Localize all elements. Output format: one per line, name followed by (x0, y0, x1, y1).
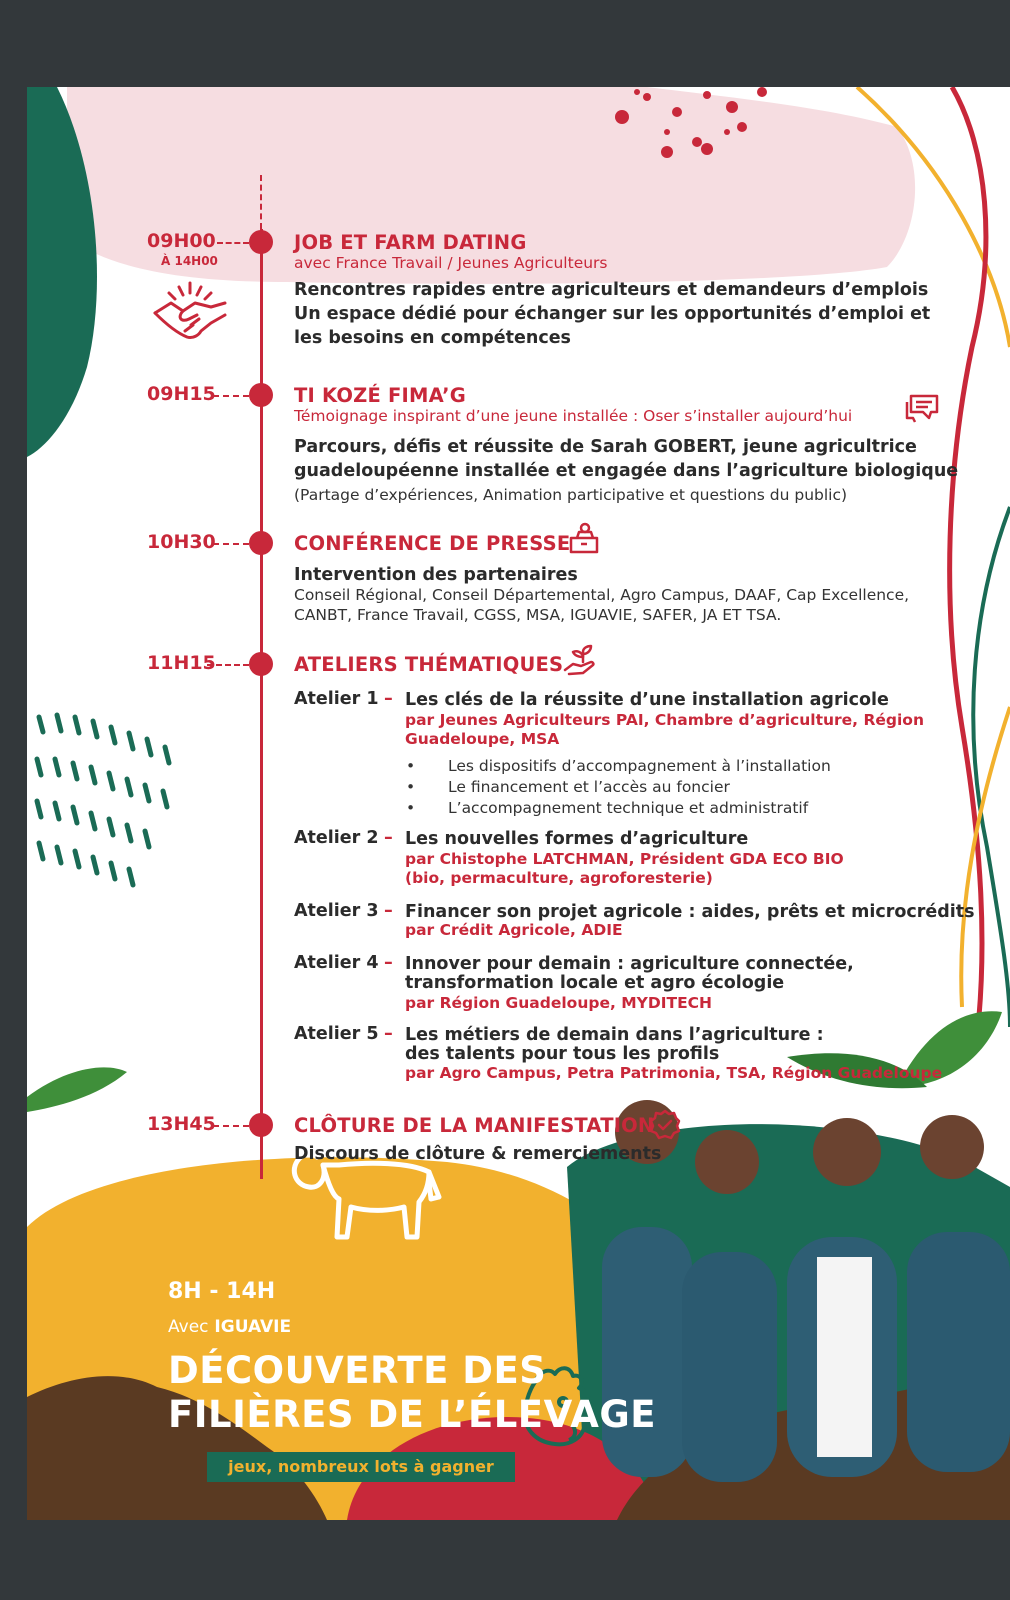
atelier-title: Financer son projet agricole : aides, prêts et microcrédits (405, 902, 975, 922)
event-body-title: Intervention des partenaires (294, 565, 578, 585)
promo-title-line: FILIÈRES DE L’ÉLEVAGE (168, 1393, 656, 1436)
event-body-line: Rencontres rapides entre agriculteurs et demandeurs d’emplois (294, 280, 929, 300)
timeline-connector (217, 242, 249, 244)
list-item: • L’accompagnement technique et administratif (406, 799, 831, 820)
list-item: • Le financement et l’accès au foncier (406, 778, 831, 799)
timeline-dot (249, 1113, 273, 1137)
time-label: 09H15 (147, 383, 216, 405)
atelier-label: Atelier 2 (294, 828, 379, 848)
event-note: (Partage d’expériences, Animation participative et questions du public) (294, 486, 848, 504)
event-subtitle: avec France Travail / Jeunes Agriculteurs (294, 254, 608, 272)
list-item: • Les dispositifs d’accompagnement à l’installation (406, 757, 831, 778)
time-label: 09H00 (147, 230, 216, 252)
event-title: ATELIERS THÉMATIQUES (294, 653, 564, 676)
atelier-title: Les clés de la réussite d’une installation agricole (405, 690, 889, 710)
promo-banner: jeux, nombreux lots à gagner (207, 1452, 515, 1482)
atelier-title: Les nouvelles formes d’agriculture (405, 829, 749, 849)
atelier-title: transformation locale et agro écologie (405, 973, 785, 993)
atelier-label: Atelier 4 (294, 953, 379, 973)
event-body-line: Un espace dédié pour échanger sur les opportunités d’emploi et (294, 304, 931, 324)
event-title: JOB ET FARM DATING (294, 231, 527, 254)
curve-yellow-2 (961, 707, 1010, 1007)
timeline-dot (249, 652, 273, 676)
timeline-connector (213, 543, 249, 545)
time-label: 10H30 (147, 531, 216, 553)
event-body-line: les besoins en compétences (294, 328, 571, 348)
timeline-line (260, 229, 263, 1179)
atelier-dash: – (384, 689, 393, 709)
event-body-line: Parcours, défis et réussite de Sarah GOBERT, jeune agricultrice (294, 437, 917, 457)
atelier-title: Innover pour demain : agriculture connectée, (405, 954, 854, 974)
check-badge-icon (649, 1109, 681, 1141)
atelier-title: Les métiers de demain dans l’agriculture : (405, 1025, 824, 1045)
timeline-dot (249, 531, 273, 555)
timeline-dot (249, 383, 273, 407)
plant-hand-icon (563, 644, 597, 676)
atelier-label: Atelier 3 (294, 901, 379, 921)
event-subtitle: Témoignage inspirant d’une jeune installée : Oser s’installer aujourd’hui (294, 407, 853, 425)
atelier-speakers: par Chistophe LATCHMAN, Président GDA ECO BIO (405, 850, 844, 868)
promo-partner-prefix: Avec (168, 1317, 209, 1337)
event-body-line: Conseil Régional, Conseil Départemental, Agro Campus, DAAF, Cap Excellence, (294, 586, 910, 604)
event-title: CONFÉRENCE DE PRESSE (294, 532, 571, 555)
promo-time: 8H - 14H (168, 1279, 276, 1304)
event-body-line: CANBT, France Travail, CGSS, MSA, IGUAVIE, SAFER, JA ET TSA. (294, 606, 782, 624)
atelier-bullets (406, 757, 831, 820)
atelier-speakers: par Région Guadeloupe, MYDITECH (405, 994, 713, 1012)
leaf-left (27, 1067, 127, 1112)
timeline-top-dash (260, 175, 262, 229)
atelier-label: Atelier 5 (294, 1024, 379, 1044)
time-label: 11H15 (147, 652, 216, 674)
timeline-connector (213, 1125, 249, 1127)
atelier-speakers: par Crédit Agricole, ADIE (405, 921, 623, 939)
promo-partner (168, 1317, 291, 1337)
event-poster (27, 87, 1010, 1520)
event-body-title: Discours de clôture & remerciements (294, 1144, 662, 1164)
time-label: 13H45 (147, 1113, 216, 1135)
atelier-title: des talents pour tous les profils (405, 1044, 720, 1064)
event-title: TI KOZÉ FIMA’G (294, 384, 466, 407)
podium-icon (567, 522, 601, 554)
atelier-speakers: par Jeunes Agriculteurs PAI, Chambre d’agriculture, Région (405, 711, 924, 729)
atelier-dash: – (384, 828, 393, 848)
atelier-dash: – (384, 901, 393, 921)
atelier-speakers: (bio, permaculture, agroforesterie) (405, 869, 713, 887)
promo-title-line: DÉCOUVERTE DES (168, 1349, 547, 1392)
timeline-connector (213, 395, 249, 397)
atelier-speakers: par Agro Campus, Petra Patrimonia, TSA, Région Guadeloupe (405, 1064, 943, 1082)
atelier-speakers: Guadeloupe, MSA (405, 730, 560, 748)
atelier-dash: – (384, 953, 393, 973)
promo-partner-name: IGUAVIE (214, 1317, 292, 1337)
timeline-dot (249, 230, 273, 254)
atelier-label: Atelier 1 (294, 689, 379, 709)
handshake-icon (151, 279, 229, 343)
event-body-line: guadeloupéenne installée et engagée dans l’agriculture biologique (294, 461, 959, 481)
green-dashes (37, 715, 169, 885)
time-end-label: À 14H00 (161, 254, 218, 268)
chat-icon (903, 392, 941, 424)
event-title: CLÔTURE DE LA MANIFESTATION (294, 1114, 655, 1137)
atelier-dash: – (384, 1024, 393, 1044)
